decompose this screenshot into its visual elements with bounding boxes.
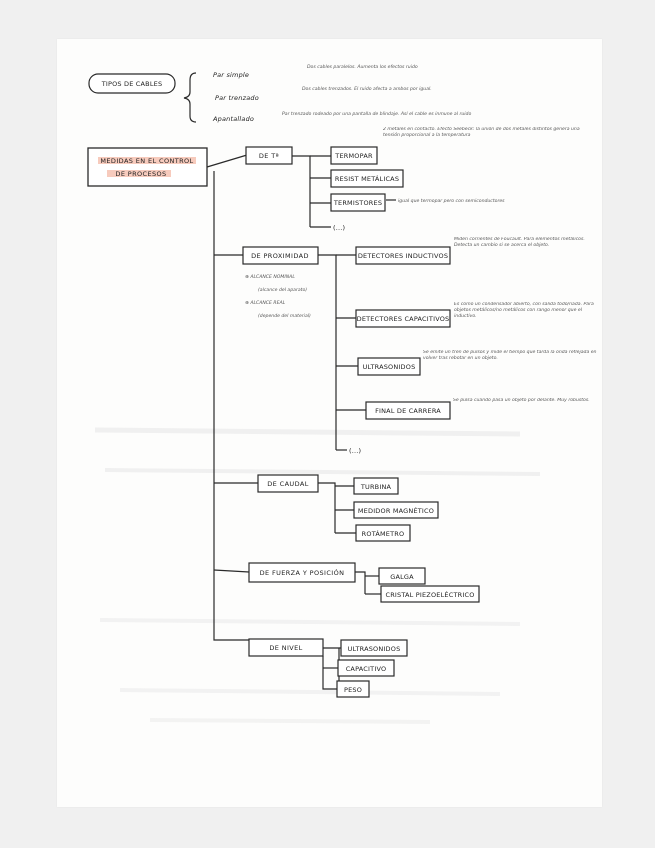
cable-type-2: Par trenzado (215, 94, 259, 102)
title-line-2: DE PROCESOS (115, 170, 167, 178)
sensor-label: ULTRASONIDOS (347, 645, 401, 653)
sensor-note: Se pulsa cuando pasa un objeto por delante. Muy robustos. (453, 398, 590, 403)
cable-type-3: Apantallado (213, 115, 255, 123)
cable-note-1: Dos cables paralelos. Aumenta los efectos ruido (307, 65, 418, 70)
category-force (249, 563, 479, 602)
sensor-label: DETECTORES CAPACITIVOS (356, 315, 450, 323)
proximity-note-1: ⊕ ALCANCE NOMINAL (245, 275, 295, 280)
sensor-label: (...) (349, 447, 362, 455)
sensor-label: TERMOPAR (335, 152, 373, 160)
proximity-note-2: ⊕ ALCANCE REAL (245, 301, 286, 306)
proximity-sub-1: (alcance del aparato) (258, 288, 308, 293)
sensor-label: TERMISTORES (333, 199, 383, 207)
sensor-label: RESIST METÁLICAS (334, 175, 400, 183)
category-label: DE Tª (258, 152, 280, 160)
sensor-label: ULTRASONIDOS (362, 363, 416, 371)
sensor-note: Miden corrientes de Foucault. Para elementos metálicos. Detecta un cambio si se acerca el objeto. (454, 237, 585, 248)
cable-type-1: Par simple (213, 71, 250, 79)
main-trunk (214, 171, 249, 640)
title-line-1: MEDIDAS EN EL CONTROL (100, 157, 194, 165)
category-label: DE NIVEL (269, 644, 303, 652)
cable-note-3: Par trenzado rodeado por una pantalla de blindaje. Así el cable es inmune al ruido (282, 112, 472, 117)
category-proximity (243, 237, 599, 455)
cables-label: TIPOS DE CABLES (101, 80, 163, 88)
sensor-label: CRISTAL PIEZOELÉCTRICO (385, 591, 475, 599)
sensor-label: ROTÁMETRO (361, 530, 405, 538)
title-box (88, 148, 207, 186)
sensor-label: GALGA (390, 573, 414, 581)
sensor-label: TURBINA (360, 483, 392, 491)
sensor-label: DETECTORES INDUCTIVOS (357, 252, 449, 260)
sensor-note: Se emite un tren de pulsos y mide el tiempo que tarda la onda reflejada en volver tras rebotar en un objeto. (423, 350, 597, 361)
title-connector (207, 155, 247, 167)
sensor-label: (...) (333, 224, 346, 232)
category-label: DE FUERZA Y POSICIÓN (259, 569, 345, 577)
sensor-note: igual que termopar pero con semiconductores (398, 199, 505, 204)
sensor-label: MEDIDOR MAGNÉTICO (357, 507, 435, 515)
cables-brace (184, 73, 196, 122)
sensor-note: 2 metales en contacto. Efecto Seebeck: la unión de dos metales distintos genera una tensión proporcional a la temperatura (383, 127, 580, 138)
cable-note-2: Dos cables trenzados. El ruido afecta a ambos por igual. (302, 87, 432, 92)
sensor-label: FINAL DE CARRERA (375, 407, 441, 415)
category-level (249, 639, 407, 697)
proximity-sub-2: (depende del material) (258, 314, 311, 319)
sensor-note: Es como un condensador abierto, con salida todo/nada. Para objetos metálicos/no metálicos con rango menor que el inductivo. (454, 302, 594, 319)
sensor-label: CAPACITIVO (345, 665, 387, 673)
category-temperature (246, 127, 588, 232)
category-flow (258, 475, 438, 541)
sensor-label: PESO (343, 686, 363, 694)
category-label: DE PROXIMIDAD (251, 252, 309, 260)
cables-section (89, 64, 471, 123)
category-label: DE CAUDAL (267, 480, 309, 488)
